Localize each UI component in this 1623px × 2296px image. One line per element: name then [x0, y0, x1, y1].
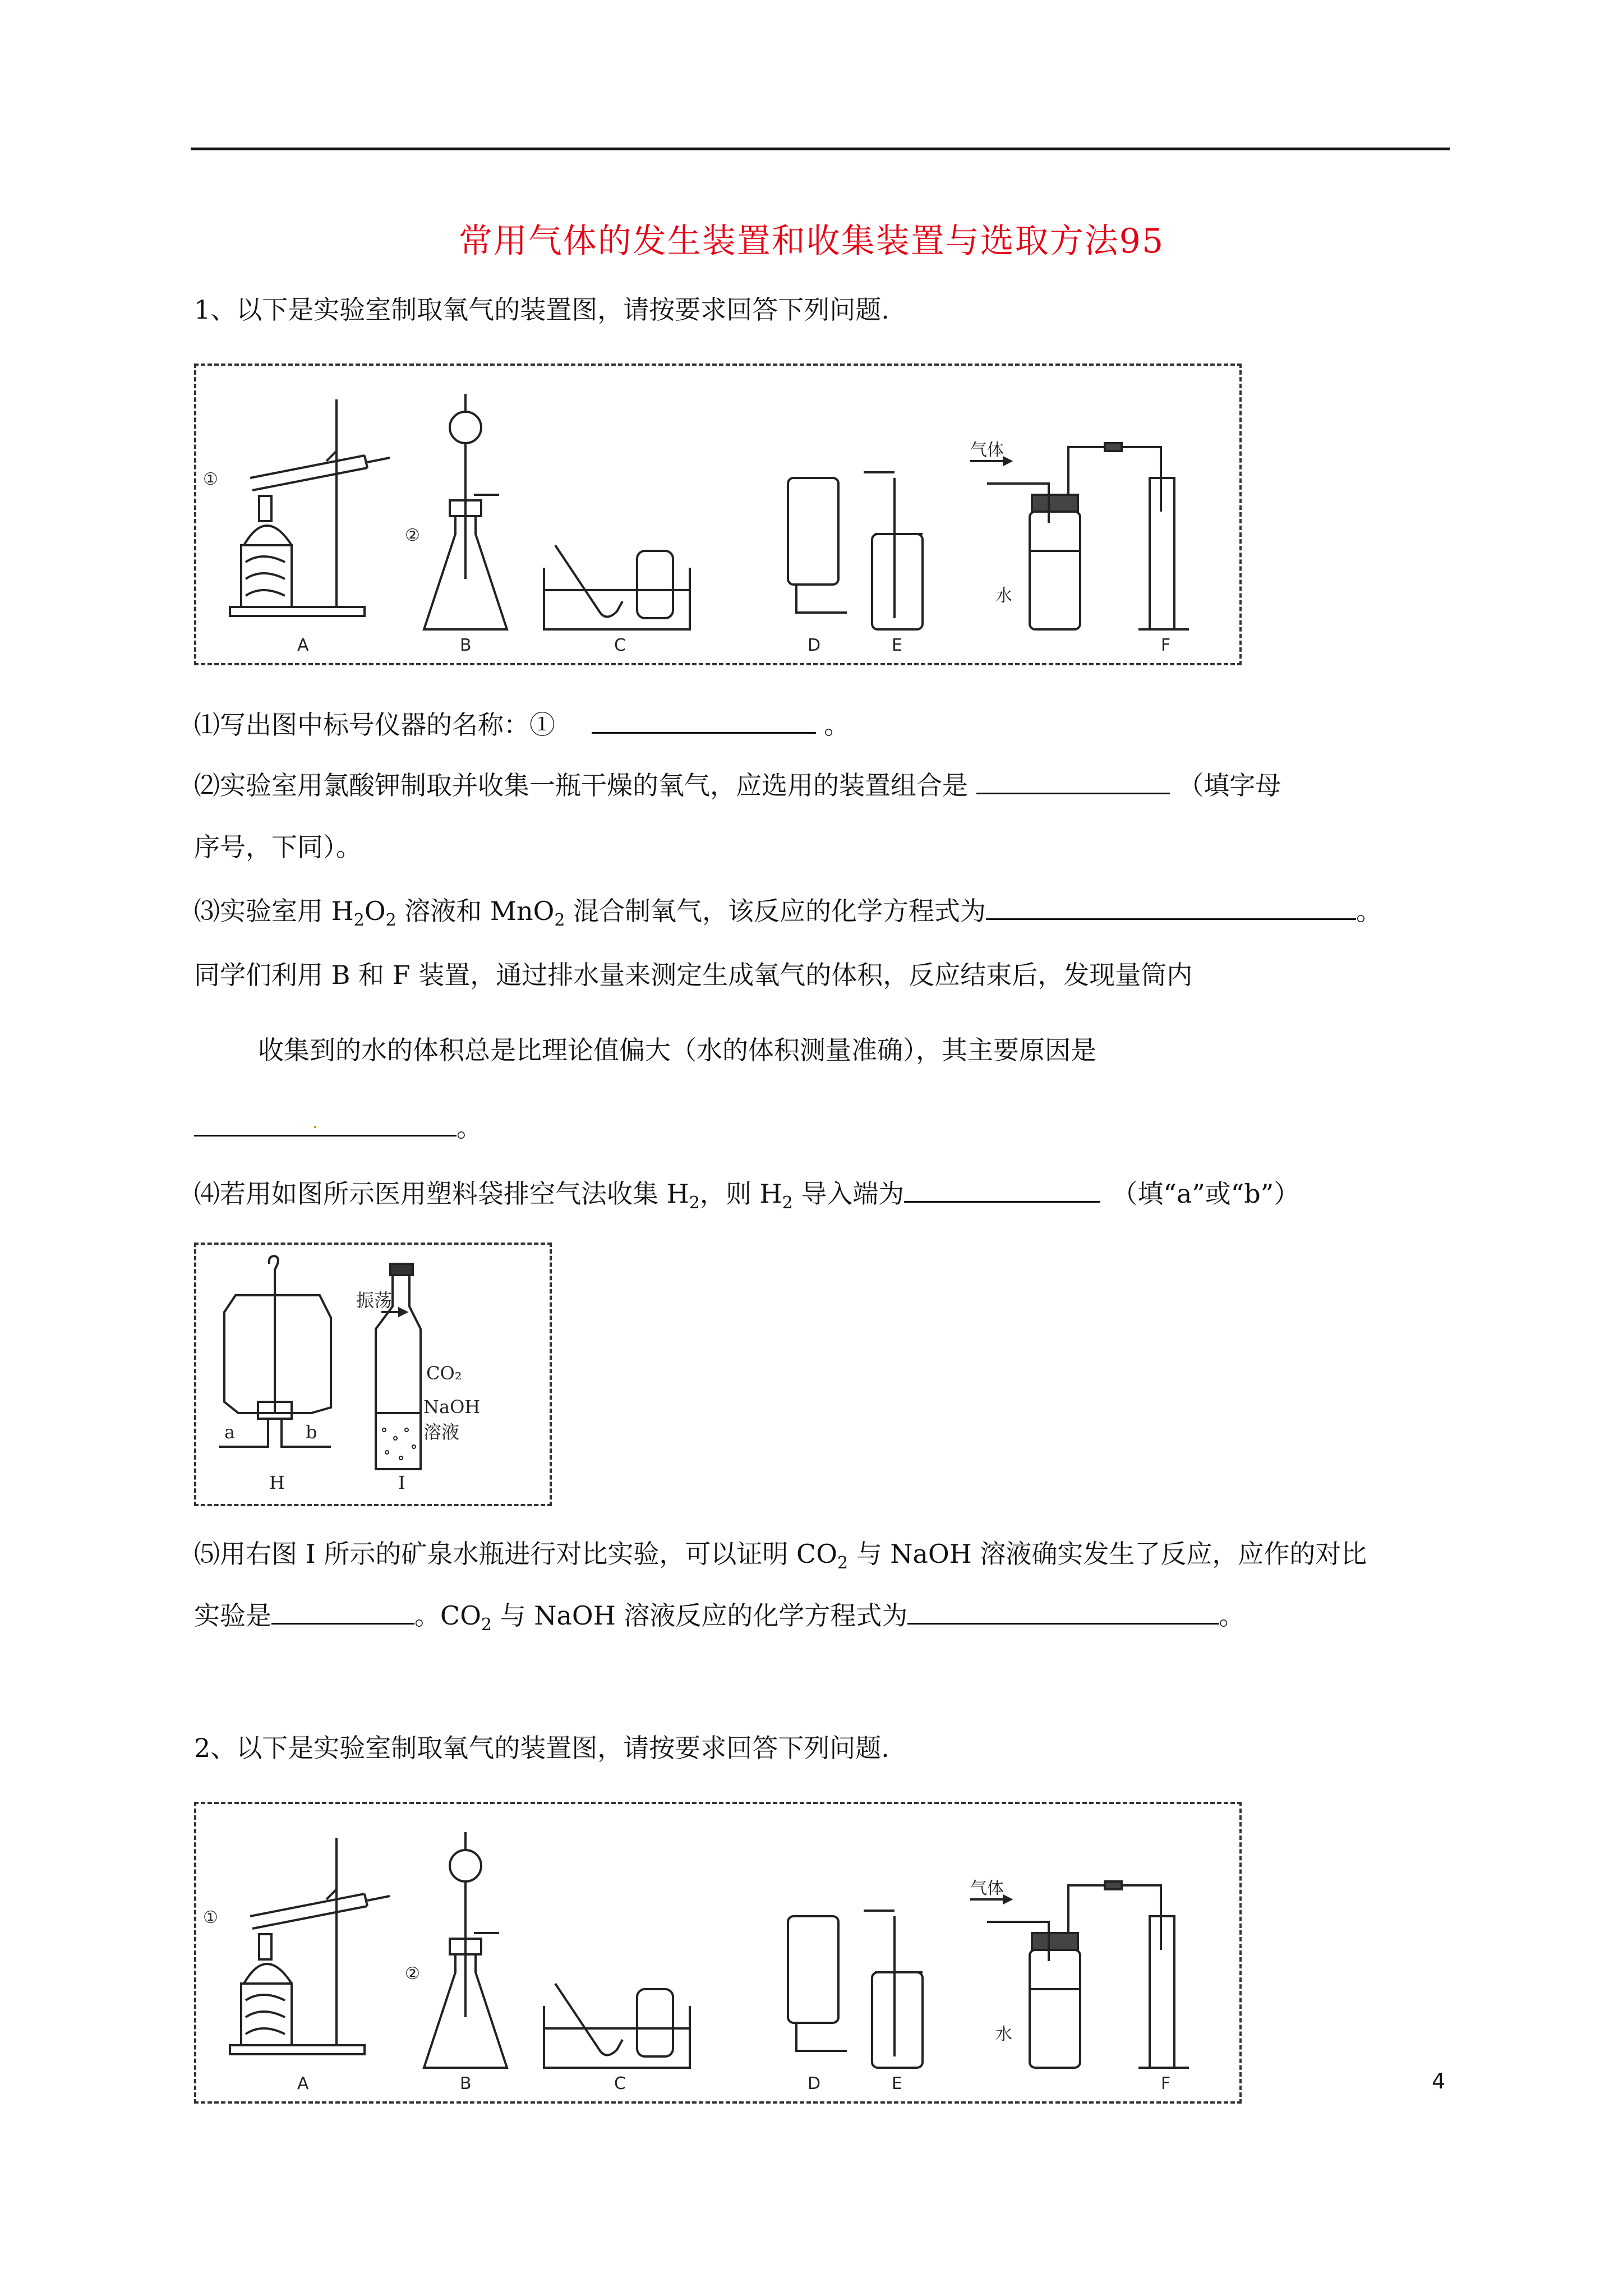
label-b: B [460, 636, 472, 655]
label-e: E [892, 636, 902, 655]
p5-c: 实验是 [194, 1600, 271, 1631]
question-1-part-3-line3: 收集到的水的体积总是比理论值偏大（水的体积测量准确），其主要原因是 [258, 1035, 1096, 1065]
gas-label: 气体 [970, 440, 1004, 460]
marker-2: ② [405, 526, 420, 545]
p4-c: 导入端为 [792, 1179, 905, 1209]
label-d: D [808, 636, 821, 655]
bag-bottle-drawing [196, 1245, 550, 1504]
naoh-label: NaOH [423, 1396, 481, 1418]
answer-blank-3[interactable] [986, 896, 1356, 920]
part-1-text: ⑴写出图中标号仪器的名称：① [194, 710, 555, 740]
p4-sub1: 2 [689, 1193, 700, 1213]
speck-mark [314, 1126, 316, 1128]
p5-sub1: 2 [837, 1553, 849, 1573]
label-i: I [398, 1472, 405, 1493]
part-2-text: ⑵实验室用氯酸钾制取并收集一瓶干燥的氧气，应选用的装置组合是 [194, 770, 968, 800]
label-f: F [1161, 636, 1171, 655]
p5-a: ⑸用右图 I 所示的矿泉水瓶进行对比实验，可以证明 CO [194, 1539, 837, 1569]
shake-label: 振荡 [356, 1290, 393, 1311]
answer-blank-4[interactable] [194, 1112, 457, 1137]
part-2-tail: （填字母 [1178, 770, 1281, 800]
question-1-part-1 [194, 708, 850, 742]
p5-sub2: 2 [481, 1615, 492, 1635]
question-1-part-4 [194, 1177, 1299, 1211]
p5-d: 。CO [414, 1600, 481, 1631]
p5-e: 与 NaOH 溶液反应的化学方程式为 [492, 1600, 908, 1631]
label-b: B [460, 2074, 472, 2093]
p5-b: 与 NaOH 溶液确实发生了反应，应作的对比 [848, 1539, 1367, 1569]
answer-blank-2[interactable] [976, 770, 1170, 794]
label-d: D [808, 2074, 821, 2093]
label-h: H [269, 1472, 285, 1493]
bag-bottle-figure [194, 1243, 552, 1506]
label-f: F [1161, 2074, 1171, 2093]
marker-1: ① [203, 1908, 218, 1927]
answer-blank-1[interactable] [592, 710, 816, 734]
question-1-stem: 1、以下是实验室制取氧气的装置图，请按要求回答下列问题. [194, 295, 889, 325]
question-1-part-2 [194, 769, 1281, 802]
question-2-stem: 2、以下是实验室制取氧气的装置图，请按要求回答下列问题. [194, 1733, 889, 1763]
end-a-label: a [224, 1421, 236, 1443]
marker-2: ② [405, 1964, 420, 1984]
p3-b: O [364, 896, 386, 926]
answer-blank-6[interactable] [271, 1600, 414, 1625]
solution-label: 溶液 [423, 1421, 460, 1443]
gas-label: 气体 [970, 1879, 1004, 1898]
part-1-end: 。 [824, 710, 850, 740]
apparatus-drawing-1 [196, 366, 1239, 663]
question-1-part-3-line2: 同学们利用 B 和 F 装置，通过排水量来测定生成氧气的体积，反应结束后，发现量筒内 [194, 960, 1193, 990]
question-1-part-3 [194, 894, 1382, 928]
header-rule [191, 148, 1450, 150]
question-1-part-3-line4 [194, 1111, 482, 1144]
p3-sub1: 2 [353, 910, 365, 930]
water-label: 水 [995, 2024, 1012, 2044]
p3-a: ⑶实验室用 H [194, 896, 354, 926]
end-b-label: b [306, 1421, 317, 1443]
p3-end: 。 [1356, 896, 1382, 926]
p5-end: 。 [1219, 1600, 1245, 1631]
label-c: C [614, 636, 626, 655]
page-number: 4 [1432, 2069, 1446, 2093]
apparatus-figure-1 [194, 364, 1242, 665]
marker-1: ① [203, 470, 218, 489]
p4-b: ，则 H [699, 1179, 782, 1209]
apparatus-drawing-2 [196, 1804, 1239, 2101]
answer-blank-5[interactable] [904, 1179, 1100, 1203]
water-label: 水 [995, 586, 1012, 606]
p4-a: ⑷若用如图所示医用塑料袋排空气法收集 H [194, 1179, 689, 1209]
p3-sub2: 2 [385, 910, 396, 930]
p3-d: 混合制氧气，该反应的化学方程式为 [565, 896, 986, 926]
p3-c: 溶液和 MnO [396, 896, 555, 926]
apparatus-figure-2 [194, 1802, 1242, 2104]
question-1-part-5-cont [194, 1599, 1245, 1635]
label-e: E [892, 2074, 902, 2093]
label-a: A [297, 636, 309, 655]
co2-label: CO₂ [426, 1363, 462, 1384]
label-c: C [614, 2074, 626, 2093]
label-a: A [297, 2074, 309, 2093]
p3-line4-end: 。 [457, 1112, 482, 1143]
p4-tail: （填“a”或“b”） [1112, 1179, 1300, 1209]
answer-blank-7[interactable] [907, 1600, 1219, 1625]
p3-sub3: 2 [554, 910, 565, 930]
page-title: 常用气体的发生装置和收集装置与选取方法95 [458, 222, 1165, 261]
question-1-part-5 [194, 1537, 1367, 1571]
p4-sub2: 2 [782, 1193, 793, 1213]
question-1-part-2-cont: 序号，下同）。 [194, 832, 362, 862]
